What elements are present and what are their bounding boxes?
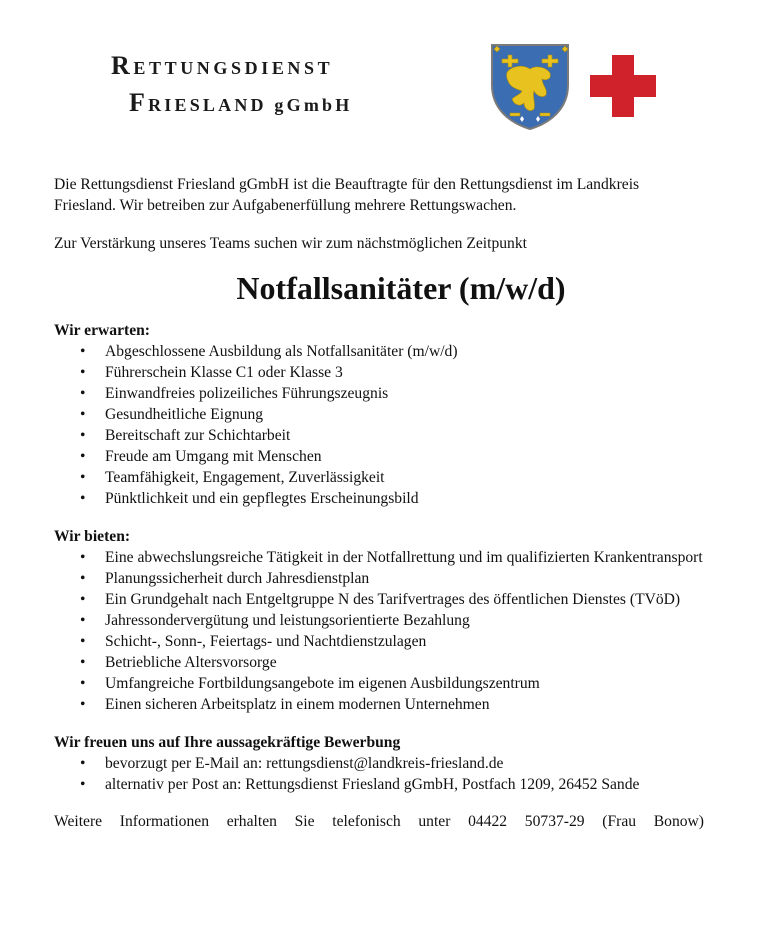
list-item (54, 610, 704, 631)
bullet: • (80, 490, 86, 507)
bullet: • (80, 427, 86, 444)
bullet: • (80, 755, 86, 772)
list-item-text: Teamfähigkeit, Engagement, Zuverlässigkeit (105, 469, 385, 486)
list-item (54, 774, 704, 795)
list-item (54, 753, 704, 774)
job-advertisement (54, 174, 704, 832)
list-item (54, 383, 704, 404)
list-item-text: Einen sicheren Arbeitsplatz in einem modernen Unternehmen (105, 696, 490, 713)
list-item (54, 547, 704, 568)
bullet: • (80, 633, 86, 650)
bullet: • (80, 570, 86, 587)
list-item-text: Einwandfreies polizeiliches Führungszeugnis (105, 385, 389, 402)
bullet: • (80, 776, 86, 793)
list-item-text: Eine abwechslungsreiche Tätigkeit in der Notfallrettung und im qualifizierten Krankentransport (105, 549, 703, 566)
list-item (54, 341, 704, 362)
bullet: • (80, 385, 86, 402)
list-item (54, 446, 704, 467)
list-item-text: Gesundheitliche Eignung (105, 406, 264, 423)
list-item (54, 425, 704, 446)
list-item-text: Abgeschlossene Ausbildung als Notfallsanitäter (m/w/d) (105, 343, 458, 360)
list-item (54, 404, 704, 425)
intro-lead-paragraph: Zur Verstärkung unseres Teams suchen wir zum nächstmöglichen Zeitpunkt (54, 235, 527, 252)
section-heading-application: Wir freuen uns auf Ihre aussagekräftige Bewerbung (54, 734, 401, 751)
job-title: Notfallsanitäter (m/w/d) (236, 270, 566, 306)
expectations-list (54, 341, 704, 509)
section-heading-offer: Wir bieten: (54, 528, 131, 545)
org-name-rest: ETTUNGSDIENST (133, 58, 334, 78)
red-cross-icon (590, 55, 656, 117)
bullet: • (80, 469, 86, 486)
list-item-text: Bereitschaft zur Schichtarbeit (105, 427, 291, 444)
bullet: • (80, 364, 86, 381)
bullet: • (80, 675, 86, 692)
application-list (54, 753, 704, 795)
list-item-text: Jahressondervergütung und leistungsorientierte Bezahlung (105, 612, 470, 629)
list-item-text: Pünktlichkeit und ein gepflegtes Erscheinungsbild (105, 490, 419, 507)
org-name-initial: R (111, 51, 134, 80)
org-name-line1 (111, 51, 333, 81)
bullet: • (80, 549, 86, 566)
list-item-text: bevorzugt per E-Mail an: rettungsdienst@landkreis-friesland.de (105, 755, 504, 772)
list-item-text: alternativ per Post an: Rettungsdienst Friesland gGmbH, Postfach 1209, 26452 Sande (105, 776, 640, 793)
bullet: • (80, 612, 86, 629)
intro-paragraph: Die Rettungsdienst Friesland gGmbH ist die Beauftragte für den Rettungsdienst im Landkreis Friesland. Wir betreiben zur Aufgabenerfüllung mehrere Rettungswachen. (54, 176, 640, 214)
bullet: • (80, 448, 86, 465)
bullet: • (80, 406, 86, 423)
org-name-initial: F (129, 88, 149, 117)
bullet: • (80, 696, 86, 713)
list-item-text: Planungssicherheit durch Jahresdienstplan (105, 570, 370, 587)
list-item (54, 694, 704, 715)
bullet: • (80, 591, 86, 608)
list-item-text: Freude am Umgang mit Menschen (105, 448, 322, 465)
list-item (54, 488, 704, 509)
list-item (54, 673, 704, 694)
list-item (54, 631, 704, 652)
list-item-text: Führerschein Klasse C1 oder Klasse 3 (105, 364, 343, 381)
bullet: • (80, 654, 86, 671)
bullet: • (80, 343, 86, 360)
list-item (54, 467, 704, 488)
letterhead (0, 0, 767, 150)
list-item (54, 589, 704, 610)
friesland-coat-of-arms-icon (490, 43, 570, 131)
org-name-line2 (129, 88, 352, 118)
list-item (54, 568, 704, 589)
offer-list (54, 547, 704, 715)
list-item-text: Umfangreiche Fortbildungsangebote im eigenen Ausbildungszentrum (105, 675, 540, 692)
list-item-text: Betriebliche Altersvorsorge (105, 654, 277, 671)
list-item-text: Schicht-, Sonn-, Feiertags- und Nachtdienstzulagen (105, 633, 427, 650)
list-item (54, 362, 704, 383)
list-item (54, 652, 704, 673)
list-item-text: Ein Grundgehalt nach Entgeltgruppe N des Tarifvertrages des öffentlichen Dienstes (TVöD) (105, 591, 681, 608)
org-name-rest: RIESLAND gGmbH (148, 95, 353, 115)
section-heading-expectations: Wir erwarten: (54, 322, 150, 339)
contact-info: Weitere Informationen erhalten Sie telefonisch unter 04422 50737-29 (Frau Bonow) (54, 813, 704, 830)
